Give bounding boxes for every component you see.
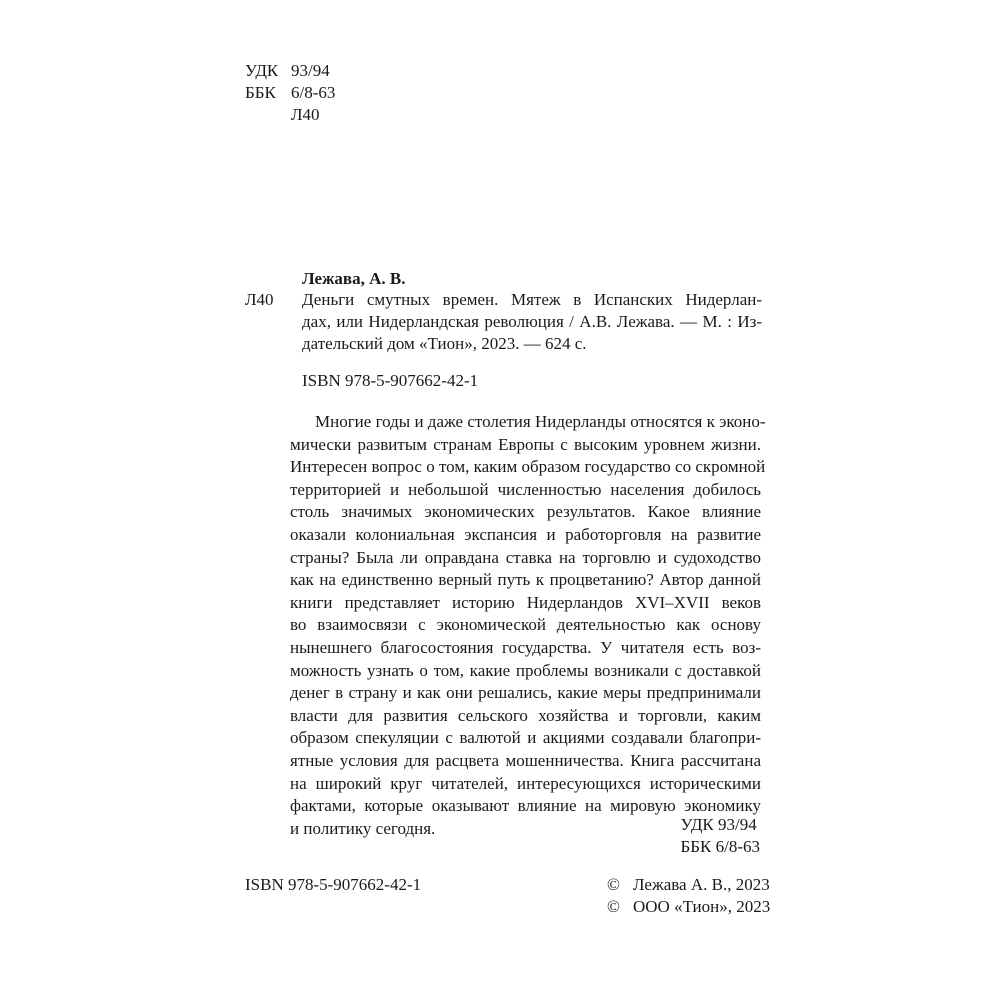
copyright-symbol: © — [607, 875, 620, 894]
annotation-line: образом спекуляции с валютой и акциями создавали благопри- — [290, 728, 761, 748]
biblio-line: дательский дом «Тион», 2023. — 624 с. — [302, 334, 587, 353]
annotation-line: как на единственно верный путь к процветанию? Автор данной — [290, 570, 761, 590]
footer-isbn: ISBN 978-5-907662-42-1 — [245, 875, 422, 894]
annotation-line: столь значимых экономических результатов. Какое влияние — [290, 502, 761, 522]
copyright-holder-author: Лежава А. В., 2023 — [633, 875, 770, 894]
biblio-line: Деньги смутных времен. Мятеж в Испанских Нидерлан- — [302, 290, 762, 309]
isbn-record: ISBN 978-5-907662-42-1 — [302, 371, 479, 390]
footer-bbk: ББК 6/8-63 — [680, 837, 760, 856]
annotation-line: власти для развития сельского хозяйства и торговли, каким — [290, 705, 761, 725]
copyright-block — [607, 874, 770, 918]
copyright-symbol: © — [607, 897, 620, 916]
annotation-line: ятные условия для расцвета мошенничества. Книга рассчитана — [290, 750, 761, 770]
bbk-line-top — [245, 82, 335, 104]
author-sign-top: Л40 — [291, 105, 320, 124]
annotation-line: Многие годы и даже столетия Нидерланды относятся к эконо- — [315, 412, 766, 431]
footer-classification — [681, 814, 761, 858]
footer-udk: УДК 93/94 — [680, 815, 757, 834]
annotation-line: во взаимосвязи с экономической деятельностью как основу — [290, 615, 761, 635]
bbk-value: 6/8-63 — [291, 83, 336, 102]
copyright-holder-publisher: ООО «Тион», 2023 — [633, 897, 771, 916]
annotation-line: территорией и небольшой численностью населения добилось — [290, 479, 761, 499]
annotation-line: и политику сегодня. — [290, 818, 436, 838]
annotation-paragraph — [290, 411, 766, 840]
annotation-line: нынешнего благосостояния государства. У читателя есть воз- — [290, 637, 761, 657]
bbk-label: ББК — [245, 83, 276, 102]
annotation-line: страны? Была ли оправдана ставка на торговлю и судоходство — [290, 547, 761, 567]
annotation-line: фактами, которые оказывают влияние на мировую экономику — [290, 796, 761, 816]
annotation-line: книги представляет историю Нидерландов XVI–XVII веков — [290, 592, 761, 612]
bibliographic-description — [302, 289, 762, 355]
annotation-line: денег в страну и как они решались, какие меры предпринимали — [290, 683, 761, 703]
author-heading: Лежава, А. В. — [302, 269, 406, 288]
biblio-line: дах, или Нидерландская революция / А.В. Лежава. — М. : Из- — [302, 312, 762, 331]
annotation-line: Интересен вопрос о том, каким образом государство со скромной — [290, 457, 766, 477]
annotation-line: на широкий круг читателей, интересующихся историческими — [290, 773, 761, 793]
udk-value: 93/94 — [291, 61, 330, 80]
copyright-line-author — [607, 874, 770, 896]
annotation-line: оказали колониальная экспансия и работорговля на развитие — [290, 524, 761, 544]
annotation-line: мически развитым странам Европы с высоким уровнем жизни. — [290, 434, 761, 454]
annotation-line: можность узнать о том, какие проблемы возникали с доставкой — [290, 660, 761, 680]
udk-line-top — [245, 60, 330, 82]
udk-label: УДК — [245, 61, 279, 80]
author-sign-left: Л40 — [245, 290, 274, 309]
copyright-line-publisher — [607, 896, 770, 918]
